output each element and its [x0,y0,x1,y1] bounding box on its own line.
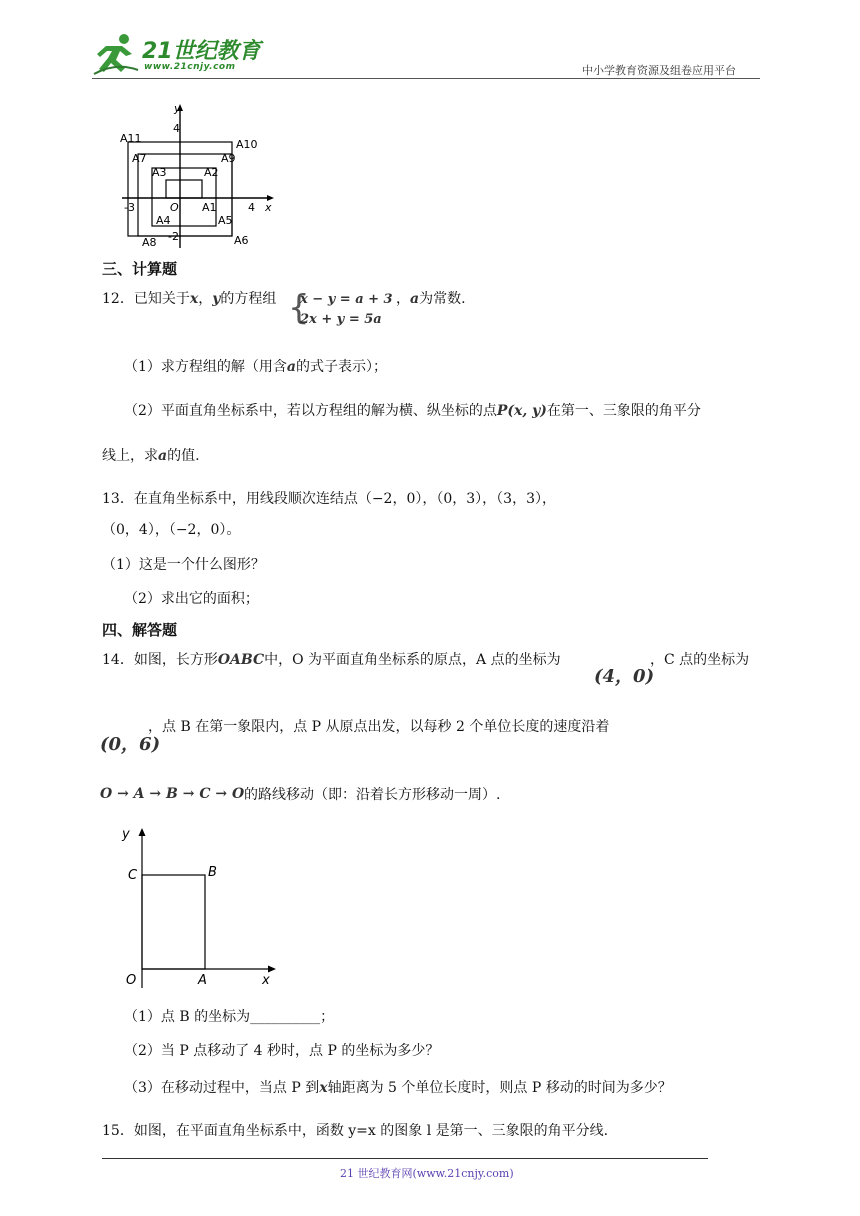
header-logo [92,32,262,78]
section-title-calculation: 三、计算题 [102,260,178,278]
logo-url: www.21cnjy.com [144,62,236,72]
fig-label: O [170,201,179,214]
fig-label: y [174,102,181,115]
fig-label: A5 [218,214,233,227]
footer-rule [102,1158,708,1159]
q14-stem-line2: ，点 B 在第一象限内，点 P 从原点出发，以每秒 2 个单位长度的速度沿着 [148,719,610,735]
q14-stem-line1: 14．如图，长方形OABC中，O 为平面直角坐标系的原点，A 点的坐标为 [102,652,561,668]
q13-sub2: （2）求出它的面积； [124,591,259,607]
q12-equation-system: { x − y = a + 3 2x + y = 5a [288,288,393,328]
footer-site: 21 世纪教育网(www.21cnjy.com) [340,1167,514,1180]
q14-stem-line3: 的路线移动（即：沿着长方形移动一周）. [244,787,501,803]
fig-label: A6 [234,234,249,247]
x-axis-arrow [268,966,276,973]
fig-label: A11 [120,132,142,145]
fig-label: A4 [156,214,171,227]
header-rule [92,78,760,79]
fig-label: A1 [202,201,217,214]
fig-label: 4 [248,201,255,214]
fig-label: A7 [132,152,147,165]
fig-label: -2 [168,230,179,243]
q14-sub1: （1）点 B 的坐标为__________； [124,1009,335,1025]
fig-label-b: B [208,865,217,880]
q14-sub2: （2）当 P 点移动了 4 秒时，点 P 的坐标为多少？ [124,1043,440,1059]
fig-label: A10 [236,138,258,151]
q12-sub1: （1）求方程组的解（用含a的式子表示）； [124,359,387,375]
fig-label: A2 [204,166,219,179]
fig-label-a: A [198,973,207,988]
fig-label: x [265,201,272,214]
q14-sub3: （3）在移动过程中，当点 P 到x轴距离为 5 个单位长度时，则点 P 移动的时间为多少？ [124,1080,672,1096]
runner-logo-icon [92,32,140,76]
fig-label: A8 [142,236,157,249]
header-platform-name: 中小学教育资源及组卷应用平台 [582,64,736,77]
q12-stem: 12．已知关于x，y的方程组 [102,291,277,307]
q13-line2: （0，4），（−2，0）。 [102,522,241,538]
rectangle-oabc [142,875,205,969]
section-title-answer: 四、解答题 [102,621,178,639]
q14-path: O → A → B → C → O [100,786,245,802]
q12-sub2: （2）平面直角坐标系中，若以方程组的解为横、纵坐标的点P(x, y)在第一、三象限的角平分 [124,403,701,419]
logo-title: 21世纪教育 [142,39,261,64]
q14-point-c-coord: (0，6) [100,734,161,755]
fig-label-o: O [126,973,137,988]
fig-label: -3 [124,201,135,214]
spiral-rectangles-figure [118,100,278,250]
fig-label-x: x [262,973,270,988]
y-axis-arrow [139,828,146,836]
q12-stem-end: ，a为常数. [396,291,466,307]
fig-label: A9 [221,152,236,165]
q12-sub2-cont: 线上，求a的值. [102,448,200,464]
rectangle-oabc-figure [112,822,282,992]
q14-point-a-coord: (4，0) [594,666,655,687]
q13-line1: 13．在直角坐标系中，用线段顺次连结点（−2，0），（0，3），（3，3）， [102,491,556,507]
q15-stem: 15．如图，在平面直角坐标系中，函数 y=x 的图象 l 是第一、三象限的角平分线. [102,1123,609,1139]
q13-sub1: （1）这是一个什么图形？ [102,557,265,573]
fig-label-c: C [128,868,138,883]
fig-label: 4 [173,122,180,135]
fig-label: A3 [152,166,167,179]
q14-stem-line1-end: ，C 点的坐标为 [650,652,750,668]
rect-inner [166,180,202,198]
fig-label-y: y [122,827,130,842]
